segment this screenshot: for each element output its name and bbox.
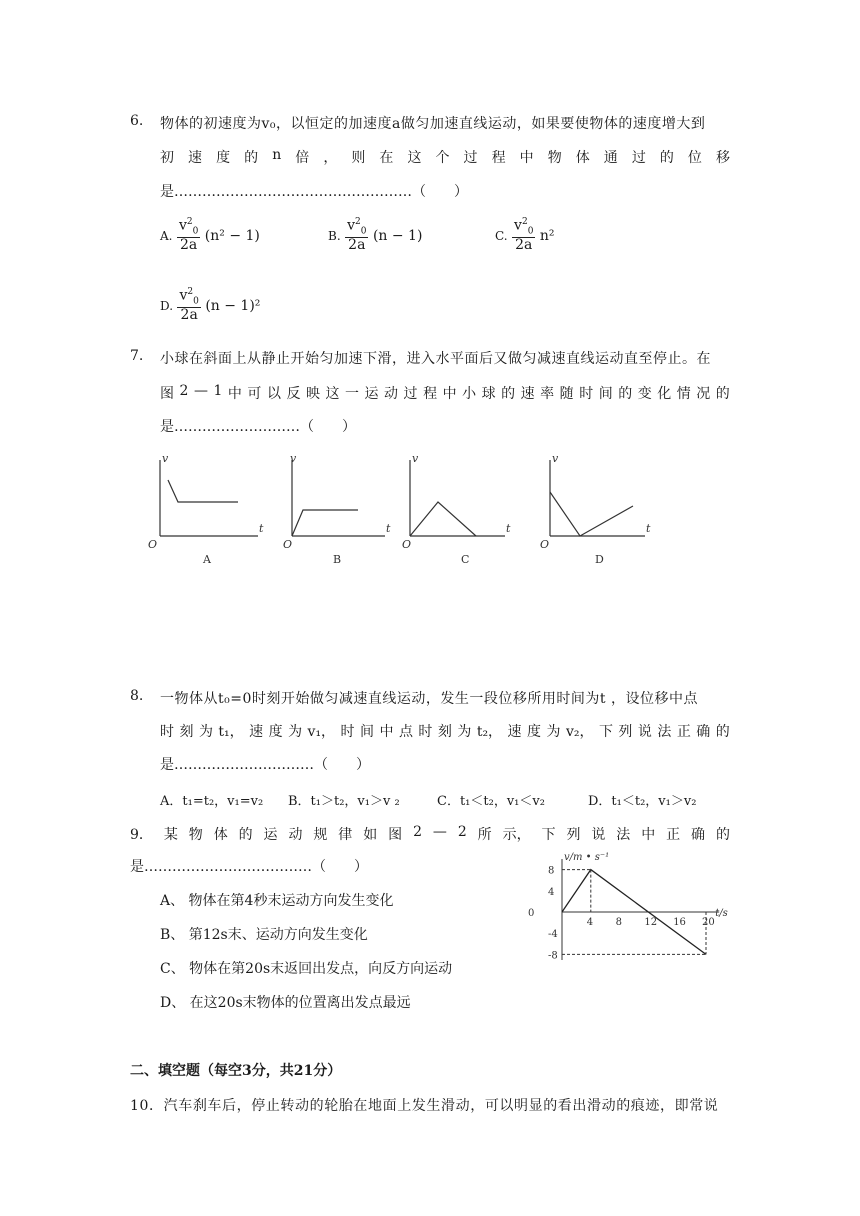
fraction: $\frac{v^2_0}{2a}$ bbox=[514, 217, 534, 254]
q8-number: 8. bbox=[130, 688, 144, 704]
justified-char: 映 bbox=[305, 386, 320, 402]
justified-char: 示， bbox=[502, 827, 531, 843]
justified-char: 图 bbox=[160, 386, 174, 402]
q6-line2 bbox=[160, 147, 730, 167]
justified-char: 列 bbox=[618, 724, 633, 740]
q8-line1: 一物体从t₀=0时刻开始做匀减速直线运动，发生一段位移所用时间为t ，设位移中点 bbox=[160, 691, 698, 707]
justified-char: 物 bbox=[188, 827, 203, 843]
q9-velocity-chart bbox=[520, 850, 750, 960]
justified-char: 速 bbox=[249, 724, 264, 740]
justified-char: 图 bbox=[388, 827, 403, 843]
justified-char: 点 bbox=[398, 724, 413, 740]
justified-char: 运 bbox=[364, 386, 379, 402]
justified-char: 这 bbox=[407, 150, 422, 166]
option-label: D. bbox=[160, 298, 174, 313]
justified-char: 的 bbox=[618, 386, 633, 402]
q7-line3: 是………………………（ ） bbox=[160, 419, 356, 435]
v-axis-label: v/m • s⁻¹ bbox=[564, 852, 610, 863]
y-tick-label: -8 bbox=[548, 950, 558, 960]
q7-line2 bbox=[160, 383, 730, 403]
justified-char: 确 bbox=[696, 724, 711, 740]
justified-char: 时 bbox=[418, 724, 433, 740]
t-axis-label: t/s bbox=[715, 908, 728, 919]
graph-a-caption: A bbox=[203, 553, 211, 566]
q8-option-a[interactable]: A．t₁=t₂，v₁=v₂ bbox=[160, 794, 264, 809]
justified-char: 说 bbox=[637, 724, 652, 740]
graph-b-t-label: t bbox=[386, 522, 391, 535]
justified-char: 法 bbox=[616, 827, 631, 843]
justified-char: 以 bbox=[266, 386, 281, 402]
q10-line1: 10．汽车刹车后，停止转动的轮胎在地面上发生滑动，可以明显的看出滑动的痕迹，即常说 bbox=[130, 1098, 719, 1114]
justified-char: 9． bbox=[130, 827, 153, 843]
q9-option-b[interactable]: B、 第12s末、运动方向发生变化 bbox=[160, 927, 368, 943]
y-tick-label: 8 bbox=[548, 865, 555, 877]
justified-char: 在 bbox=[379, 150, 394, 166]
graph-c-v-label: v bbox=[412, 452, 419, 465]
justified-char: 个 bbox=[435, 150, 450, 166]
justified-char: 中 bbox=[442, 386, 457, 402]
justified-char: 为 bbox=[546, 724, 561, 740]
q6-option-c[interactable] bbox=[495, 218, 555, 254]
x-tick-label: 20 bbox=[702, 917, 715, 928]
justified-char: 随 bbox=[559, 386, 574, 402]
justified-char: 的 bbox=[659, 150, 674, 166]
justified-char: t₁， bbox=[218, 724, 244, 740]
graph-a-v-label: v bbox=[162, 452, 169, 465]
justified-char: 正 bbox=[666, 827, 681, 843]
justified-char: 动 bbox=[384, 386, 399, 402]
justified-char: 物 bbox=[547, 150, 562, 166]
q9-option-a[interactable]: A、 物体在第4秒末运动方向发生变化 bbox=[160, 893, 394, 909]
option-tail: (n² − 1) bbox=[204, 227, 260, 244]
justified-char: 速 bbox=[188, 150, 203, 166]
y-tick-label: -4 bbox=[548, 929, 558, 941]
justified-char: 程 bbox=[491, 150, 506, 166]
justified-char: t₂， bbox=[476, 724, 503, 740]
justified-char: 刻 bbox=[179, 724, 194, 740]
justified-char: 间 bbox=[598, 386, 613, 402]
q8-option-d[interactable]: D．t₁＜t₂，v₁＞v₂ bbox=[588, 794, 697, 809]
justified-char: 确 bbox=[691, 827, 706, 843]
option-label: A. bbox=[160, 228, 173, 243]
q9-option-d[interactable]: D、 在这20s末物体的位置离出发点最远 bbox=[160, 995, 411, 1011]
graph-d-origin: O bbox=[540, 538, 550, 551]
justified-char: 规 bbox=[313, 827, 328, 843]
graph-d-v-label: v bbox=[552, 452, 559, 465]
fraction: $\frac{v^2_0}{2a}$ bbox=[179, 287, 199, 324]
q8-option-c[interactable]: C．t₁＜t₂，v₁＜v₂ bbox=[437, 794, 545, 809]
graph-c-caption: C bbox=[461, 553, 470, 566]
q6-option-a[interactable] bbox=[160, 218, 260, 254]
justified-char: 的 bbox=[715, 386, 730, 402]
justified-char: — bbox=[432, 824, 447, 840]
justified-char: 通 bbox=[603, 150, 618, 166]
graph-c-t-label: t bbox=[506, 522, 511, 535]
justified-char: 度 bbox=[216, 150, 231, 166]
graph-c-origin: O bbox=[402, 538, 412, 551]
graph-a-curve bbox=[168, 480, 238, 502]
option-tail: (n − 1)² bbox=[205, 297, 261, 314]
justified-char: 体 bbox=[575, 150, 590, 166]
option-label: C. bbox=[495, 228, 508, 243]
q9-line2: 是………………………………（ ） bbox=[130, 859, 368, 875]
graph-b-curve bbox=[292, 510, 358, 536]
q8-line3: 是…………………………（ ） bbox=[160, 757, 370, 773]
justified-char: 某 bbox=[163, 827, 178, 843]
x-tick-label: 4 bbox=[586, 917, 594, 928]
justified-char: 速 bbox=[520, 386, 535, 402]
q6-option-d[interactable] bbox=[160, 288, 260, 324]
justified-char: v₂， bbox=[565, 724, 594, 740]
graph-a-t-label: t bbox=[259, 522, 264, 535]
q8-option-b[interactable]: B．t₁＞t₂，v₁＞v ₂ bbox=[288, 794, 400, 809]
justified-char: 运 bbox=[263, 827, 278, 843]
justified-char: 变 bbox=[637, 386, 652, 402]
justified-char: 2 bbox=[457, 824, 467, 840]
justified-char: 化 bbox=[657, 386, 672, 402]
justified-char: 的 bbox=[715, 827, 730, 843]
justified-char: 度 bbox=[268, 724, 283, 740]
y-tick-label: 4 bbox=[548, 886, 555, 898]
justified-char: — bbox=[193, 383, 208, 399]
justified-char: 为 bbox=[288, 724, 303, 740]
justified-char: 反 bbox=[286, 386, 301, 402]
q6-number: 6. bbox=[130, 113, 144, 129]
justified-char: 下 bbox=[598, 724, 613, 740]
justified-char: 过 bbox=[631, 150, 646, 166]
graph-b-v-label: v bbox=[290, 452, 297, 465]
section-heading: 二、填空题（每空3分，共21分） bbox=[130, 1063, 342, 1079]
justified-char: 如 bbox=[363, 827, 378, 843]
justified-char: 中 bbox=[519, 150, 534, 166]
q9-option-c[interactable]: C、 物体在第20s末返回出发点，向反方向运动 bbox=[160, 961, 453, 977]
justified-char: 则 bbox=[351, 150, 366, 166]
justified-char: 一 bbox=[345, 386, 359, 402]
q7-graphs bbox=[140, 450, 660, 570]
justified-char: 小 bbox=[462, 386, 477, 402]
justified-char: 时 bbox=[579, 386, 594, 402]
justified-char: 初 bbox=[160, 150, 174, 166]
x-tick-label: 8 bbox=[615, 917, 622, 928]
q8-line2 bbox=[160, 721, 730, 741]
justified-char: n bbox=[272, 147, 282, 163]
q6-option-b[interactable] bbox=[328, 218, 422, 254]
q7-number: 7. bbox=[130, 348, 144, 364]
justified-char: 情 bbox=[676, 386, 691, 402]
justified-char: 列 bbox=[566, 827, 581, 843]
graph-d-t-label: t bbox=[646, 522, 651, 535]
justified-char: 中 bbox=[227, 386, 242, 402]
fraction: $\frac{v^2_0}{2a}$ bbox=[347, 217, 367, 254]
justified-char: 刻 bbox=[437, 724, 452, 740]
justified-char: 法 bbox=[657, 724, 672, 740]
justified-char: 倍 bbox=[295, 150, 310, 166]
option-label: B. bbox=[328, 228, 341, 243]
origin-label: 0 bbox=[528, 908, 535, 919]
justified-char: 程 bbox=[423, 386, 438, 402]
q6-line1: 物体的初速度为v₀，以恒定的加速度a做匀加速直线运动，如果要使物体的速度增大到 bbox=[160, 116, 706, 132]
justified-char: 的 bbox=[501, 386, 516, 402]
graph-b-caption: B bbox=[333, 553, 342, 566]
x-tick-label: 12 bbox=[644, 917, 658, 928]
justified-char: 时 bbox=[160, 724, 174, 740]
justified-char: 况 bbox=[696, 386, 711, 402]
x-tick-label: 16 bbox=[673, 917, 686, 928]
justified-char: 体 bbox=[213, 827, 228, 843]
justified-char: 过 bbox=[463, 150, 478, 166]
justified-char: 动 bbox=[288, 827, 303, 843]
justified-char: 球 bbox=[481, 386, 496, 402]
justified-char: 度 bbox=[527, 724, 541, 740]
justified-char: 的 bbox=[715, 724, 730, 740]
justified-char: 说 bbox=[591, 827, 606, 843]
graph-d-curve bbox=[550, 492, 633, 536]
justified-char: 所 bbox=[477, 827, 492, 843]
justified-char: 移 bbox=[715, 150, 730, 166]
justified-char: 这 bbox=[325, 386, 340, 402]
justified-char: 1 bbox=[213, 383, 223, 399]
justified-char: 过 bbox=[403, 386, 418, 402]
justified-char: 可 bbox=[247, 386, 262, 402]
justified-char: 正 bbox=[676, 724, 691, 740]
option-tail: (n − 1) bbox=[372, 227, 423, 244]
q7-line1: 小球在斜面上从静止开始匀加速下滑，进入水平面后又做匀减速直线运动直至停止。在 bbox=[160, 351, 711, 367]
justified-char: 的 bbox=[238, 827, 253, 843]
justified-char: 中 bbox=[641, 827, 656, 843]
justified-char: 为 bbox=[198, 724, 213, 740]
q9-line1 bbox=[130, 824, 730, 844]
graph-d-caption: D bbox=[595, 553, 604, 566]
justified-char: v₁， bbox=[307, 724, 336, 740]
fraction: $\frac{v^2_0}{2a}$ bbox=[178, 217, 199, 254]
graph-c-curve bbox=[410, 502, 476, 536]
justified-char: 2 bbox=[413, 824, 422, 840]
justified-char: 中 bbox=[379, 724, 394, 740]
justified-char: 的 bbox=[244, 150, 259, 166]
justified-char: 为 bbox=[457, 724, 472, 740]
justified-char: 间 bbox=[360, 724, 374, 740]
justified-char: 速 bbox=[507, 724, 522, 740]
justified-char: 时 bbox=[340, 724, 355, 740]
justified-char: ， bbox=[323, 150, 338, 166]
graph-a-origin: O bbox=[148, 538, 158, 551]
justified-char: 律 bbox=[338, 827, 353, 843]
justified-char: 位 bbox=[687, 150, 702, 166]
justified-char: 率 bbox=[540, 386, 555, 402]
justified-char: 2 bbox=[179, 383, 189, 399]
justified-char: 下 bbox=[541, 827, 556, 843]
q6-line3: 是……………………………………………（ ） bbox=[160, 184, 468, 200]
option-tail: n² bbox=[539, 227, 555, 244]
graph-b-origin: O bbox=[283, 538, 293, 551]
